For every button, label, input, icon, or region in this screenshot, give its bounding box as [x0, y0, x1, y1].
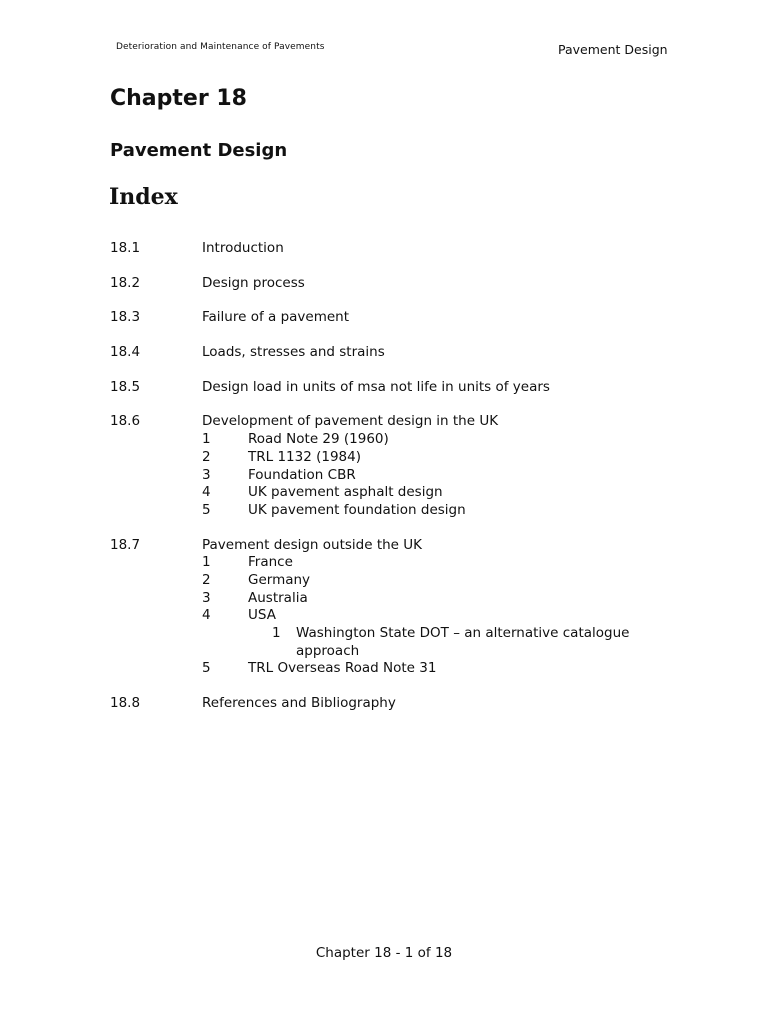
section-title: Development of pavement design in the UK — [202, 413, 499, 430]
toc-entry — [110, 275, 670, 293]
subsection-title: Foundation CBR — [248, 466, 356, 483]
subsection-title: USA — [248, 607, 276, 624]
subsection-title: TRL Overseas Road Note 31 — [248, 660, 437, 677]
subsection — [202, 484, 670, 502]
sub-subsection-number: 1 — [272, 625, 281, 641]
sub-subsection-title: Washington State DOT – an alternative catalogue — [296, 625, 630, 641]
section-number: 18.4 — [110, 344, 141, 361]
toc-entry — [110, 309, 670, 327]
subsection — [202, 431, 670, 449]
chapter-title: Chapter 18 — [110, 86, 247, 111]
section-title: Loads, stresses and strains — [202, 344, 385, 361]
subsection-title: Road Note 29 (1960) — [248, 431, 389, 448]
toc-entry — [110, 344, 670, 362]
table-of-contents — [110, 240, 670, 730]
subsection — [202, 572, 670, 590]
subsection-number: 3 — [202, 589, 211, 606]
subsection-title: UK pavement asphalt design — [248, 484, 443, 501]
toc-entry — [110, 537, 670, 679]
section-number: 18.8 — [110, 695, 141, 712]
subsection-title: Germany — [248, 571, 311, 588]
subsection — [202, 660, 670, 678]
subsection-number: 4 — [202, 484, 211, 501]
index-heading: Index — [109, 184, 178, 210]
subsection — [202, 607, 670, 625]
subsection — [202, 590, 670, 608]
subsection-number: 2 — [202, 448, 211, 465]
subsection — [202, 467, 670, 485]
toc-entry — [110, 240, 670, 258]
section-number: 18.1 — [110, 240, 141, 256]
sub-subsection-title-continuation: approach — [296, 642, 360, 659]
sub-subsection — [272, 625, 670, 643]
subsection — [202, 502, 670, 520]
subsection-title: France — [248, 554, 293, 571]
subsection-title: Australia — [248, 589, 308, 606]
section-number: 18.6 — [110, 413, 141, 430]
running-header-right: Pavement Design — [558, 42, 668, 57]
section-title: Failure of a pavement — [202, 309, 350, 326]
chapter-subtitle: Pavement Design — [110, 140, 288, 161]
section-number: 18.2 — [110, 274, 141, 291]
subsection-number: 3 — [202, 466, 211, 483]
section-title: Introduction — [202, 240, 284, 256]
subsection — [202, 449, 670, 467]
section-title: Design load in units of msa not life in units of years — [202, 378, 550, 395]
toc-entry — [110, 695, 670, 713]
toc-entry — [110, 379, 670, 397]
subsection-title: UK pavement foundation design — [248, 501, 466, 518]
section-number: 18.3 — [110, 309, 141, 326]
sub-subsection-continuation — [272, 643, 670, 661]
subsection-title: TRL 1132 (1984) — [248, 448, 361, 465]
subsection-number: 1 — [202, 431, 211, 448]
page-footer: Chapter 18 - 1 of 18 — [315, 945, 453, 961]
subsection-number: 5 — [202, 660, 211, 677]
section-title: References and Bibliography — [202, 695, 396, 712]
running-header-left: Deterioration and Maintenance of Pavements — [116, 42, 325, 52]
subsection — [202, 554, 670, 572]
section-title: Pavement design outside the UK — [202, 536, 423, 553]
subsection-number: 1 — [202, 554, 211, 571]
subsection-number: 5 — [202, 501, 211, 518]
section-title: Design process — [202, 274, 305, 291]
section-number: 18.7 — [110, 536, 141, 553]
toc-entry — [110, 413, 670, 519]
subsection-number: 4 — [202, 607, 211, 624]
section-number: 18.5 — [110, 378, 141, 395]
subsection-number: 2 — [202, 571, 211, 588]
